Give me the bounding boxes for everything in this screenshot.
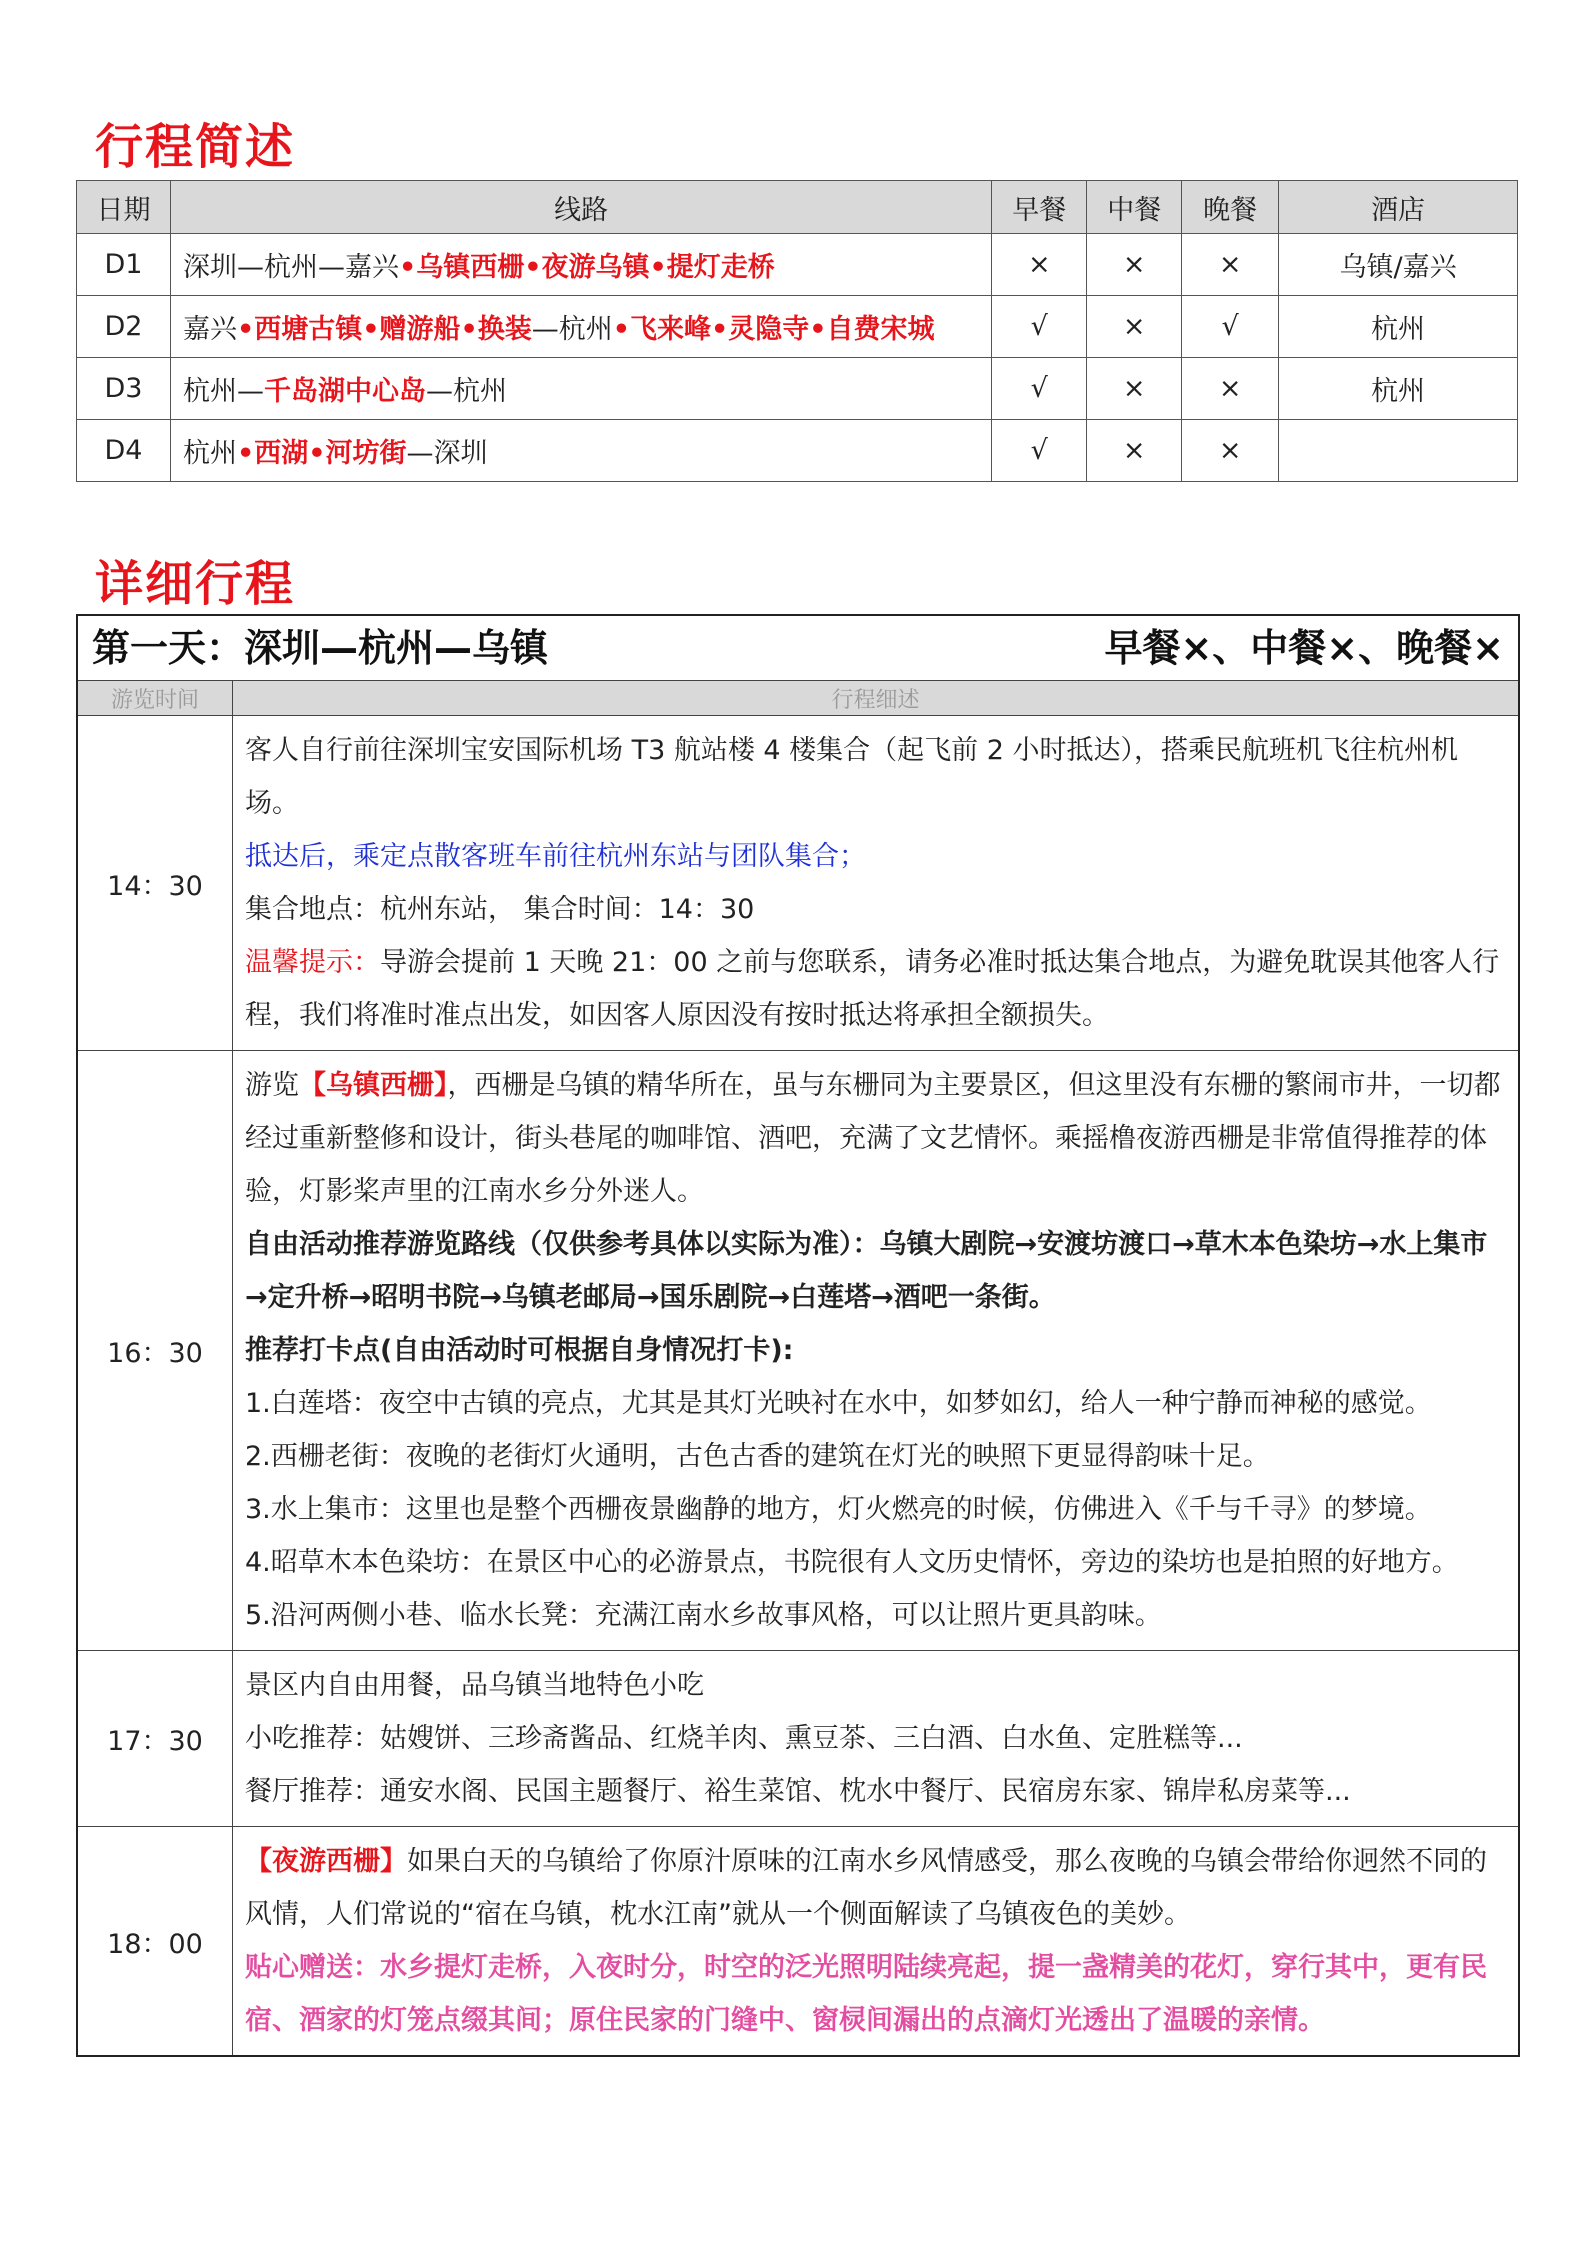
desc-cell <box>233 1651 1520 1827</box>
list-item: 2.西栅老街：夜晚的老街灯火通明，古色古香的建筑在灯光的映照下更显得韵味十足。 <box>245 1441 1270 1472</box>
route-plain: —杭州 <box>531 314 613 345</box>
lunch-cell: × <box>1087 358 1182 420</box>
route-plain: 杭州 <box>182 438 237 469</box>
day-cell: D2 <box>77 296 171 358</box>
summary-table <box>76 180 1518 482</box>
desc-cell <box>233 716 1520 1051</box>
table-row <box>77 296 1518 358</box>
hotel-cell <box>1279 420 1518 482</box>
time-cell: 18：00 <box>77 1827 233 2057</box>
hotel-cell: 杭州 <box>1279 296 1518 358</box>
list-item: 1.白莲塔：夜空中古镇的亮点，尤其是其灯光映衬在水中，如梦如幻，给人一种宁静而神秘的感觉。 <box>245 1388 1432 1419</box>
dinner-cell: × <box>1182 358 1279 420</box>
tip-text: 导游会提前 1 天晚 21：00 之前与您联系，请务必准时抵达集合地点，为避免耽误其他客人行程，我们将准时准点出发，如因客人原因没有按时抵达将承担全额损失。 <box>245 947 1500 1031</box>
hotel-cell: 杭州 <box>1279 358 1518 420</box>
breakfast-cell: √ <box>992 296 1087 358</box>
header-desc: 行程细述 <box>233 681 1520 716</box>
tip-label: 温馨提示： <box>245 947 380 978</box>
dinner-cell: √ <box>1182 296 1279 358</box>
lunch-cell: × <box>1087 234 1182 296</box>
route-highlight: 千岛湖中心岛 <box>263 376 426 407</box>
desc-paragraph: 餐厅推荐：通安水阁、民国主题餐厅、裕生菜馆、枕水中餐厅、民宿房东家、锦岸私房菜等... <box>245 1776 1351 1807</box>
route-cell <box>170 420 991 482</box>
gift-note: 贴心赠送：水乡提灯走桥，入夜时分，时空的泛光照明陆续亮起，提一盏精美的花灯，穿行其中，更有民宿、酒家的灯笼点缀其间；原住民家的门缝中、窗棂间漏出的点滴灯光透出了温暖的亲情。 <box>245 1952 1487 2036</box>
route-plain: 嘉兴 <box>182 314 237 345</box>
list-item: 3.水上集市：这里也是整个西栅夜景幽静的地方，灯火燃亮的时候，仿佛进入《千与千寻》的梦境。 <box>245 1494 1432 1525</box>
lunch-cell: × <box>1087 420 1182 482</box>
table-row <box>77 1827 1519 2057</box>
desc-paragraph: 小吃推荐：姑嫂饼、三珍斋酱品、红烧羊肉、熏豆茶、三白酒、白水鱼、定胜糕等... <box>245 1723 1243 1754</box>
day-cell: D4 <box>77 420 171 482</box>
time-cell: 14：30 <box>77 716 233 1051</box>
header-date: 日期 <box>77 181 171 234</box>
desc-text: 游览 <box>245 1070 299 1101</box>
desc-text: ，西栅是乌镇的精华所在，虽与东栅同为主要景区，但这里没有东栅的繁闹市井，一切都经过重新整修和设计，街头巷尾的咖啡馆、酒吧，充满了文艺情怀。乘摇橹夜游西栅是非常值得推荐的体验，灯影桨声里的江南水乡分外迷人。 <box>245 1070 1501 1207</box>
desc-paragraph: 抵达后，乘定点散客班车前往杭州东站与团队集合； <box>245 841 866 872</box>
time-cell: 17：30 <box>77 1651 233 1827</box>
route-cell <box>170 358 991 420</box>
route-cell <box>170 296 991 358</box>
desc-paragraph <box>245 1059 1508 1218</box>
header-route: 线路 <box>170 181 991 234</box>
table-row <box>77 234 1518 296</box>
attraction-name: 【乌镇西栅】 <box>299 1070 448 1101</box>
checkin-heading: 推荐打卡点(自由活动时可根据自身情况打卡): <box>245 1335 794 1366</box>
route-highlight: •西湖•河坊街 <box>236 438 407 469</box>
day-cell: D3 <box>77 358 171 420</box>
desc-paragraph <box>245 1835 1508 1941</box>
time-cell: 16：30 <box>77 1051 233 1651</box>
summary-title: 行程简述 <box>95 119 296 175</box>
detail-header-row <box>77 681 1519 716</box>
list-item: 5.沿河两侧小巷、临水长凳：充满江南水乡故事风格，可以让照片更具韵味。 <box>245 1600 1162 1631</box>
table-row <box>77 1051 1519 1651</box>
day-meals: 早餐×、中餐×、晚餐× <box>1104 626 1504 670</box>
route-cell <box>170 234 991 296</box>
detail-title: 详细行程 <box>95 556 296 612</box>
dinner-cell: × <box>1182 420 1279 482</box>
table-row <box>77 420 1518 482</box>
breakfast-cell: √ <box>992 358 1087 420</box>
summary-header-row <box>77 181 1518 234</box>
header-hotel: 酒店 <box>1279 181 1518 234</box>
lunch-cell: × <box>1087 296 1182 358</box>
route-recommendation: 自由活动推荐游览路线（仅供参考具体以实际为准）：乌镇大剧院→安渡坊渡口→草木本色染坊→水上集市→定升桥→昭明书院→乌镇老邮局→国乐剧院→白莲塔→酒吧一条街。 <box>245 1229 1488 1313</box>
list-item: 4.昭草木本色染坊：在景区中心的必游景点，书院很有人文历史情怀，旁边的染坊也是拍照的好地方。 <box>245 1547 1459 1578</box>
desc-paragraph <box>245 936 1508 1042</box>
desc-paragraph: 集合地点：杭州东站， 集合时间：14：30 <box>245 894 755 925</box>
table-row <box>77 716 1519 1051</box>
header-breakfast: 早餐 <box>992 181 1087 234</box>
route-highlight: •西塘古镇•赠游船•换装 <box>236 314 532 345</box>
breakfast-cell: √ <box>992 420 1087 482</box>
day-header <box>77 615 1519 681</box>
breakfast-cell: × <box>992 234 1087 296</box>
route-highlight: •飞来峰•灵隐寺•自费宋城 <box>612 314 935 345</box>
route-plain: —深圳 <box>406 438 488 469</box>
day-title: 第一天：深圳—杭州—乌镇 <box>92 626 549 670</box>
route-plain: —杭州 <box>425 376 507 407</box>
desc-cell <box>233 1051 1520 1651</box>
hotel-cell: 乌镇/嘉兴 <box>1279 234 1518 296</box>
day-header-row <box>77 615 1519 681</box>
attraction-name: 【夜游西栅】 <box>245 1846 407 1877</box>
header-time: 游览时间 <box>77 681 233 716</box>
table-row <box>77 358 1518 420</box>
desc-text: 如果白天的乌镇给了你原汁原味的江南水乡风情感受，那么夜晚的乌镇会带给你迥然不同的风情，人们常说的“宿在乌镇，枕水江南”就从一个侧面解读了乌镇夜色的美妙。 <box>245 1846 1487 1930</box>
desc-cell <box>233 1827 1520 2057</box>
desc-paragraph: 景区内自由用餐，品乌镇当地特色小吃 <box>245 1670 704 1701</box>
day-cell: D1 <box>77 234 171 296</box>
desc-paragraph: 客人自行前往深圳宝安国际机场 T3 航站楼 4 楼集合（起飞前 2 小时抵达），搭乘民航班机飞往杭州机场。 <box>245 735 1459 819</box>
route-plain: 深圳—杭州—嘉兴 <box>182 252 399 283</box>
header-lunch: 中餐 <box>1087 181 1182 234</box>
dinner-cell: × <box>1182 234 1279 296</box>
route-plain: 杭州— <box>182 376 264 407</box>
detail-table <box>76 614 1520 2057</box>
table-row <box>77 1651 1519 1827</box>
header-dinner: 晚餐 <box>1182 181 1279 234</box>
route-highlight: •乌镇西栅•夜游乌镇•提灯走桥 <box>398 252 775 283</box>
